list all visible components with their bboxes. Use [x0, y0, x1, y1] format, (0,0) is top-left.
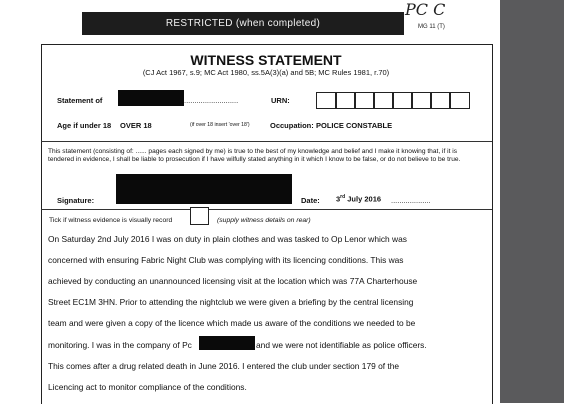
statement-line-1: On Saturday 2nd July 2016 I was on duty in plain clothes and was tasked to Op Lenor which was: [48, 234, 407, 244]
statement-line-2: concerned with ensuring Fabric Night Club was complying with its licencing conditions. This was: [48, 255, 404, 265]
urn-box-2[interactable]: [335, 92, 356, 109]
scanner-background-strip: [500, 0, 564, 403]
date-label: Date:: [301, 196, 320, 205]
tick-label: Tick if witness evidence is visually record: [49, 217, 173, 224]
age-hint: (if over 18 insert 'over 18'): [190, 122, 250, 128]
urn-box-7[interactable]: [430, 92, 451, 109]
statement-line-7: This comes after a drug related death in June 2016. I entered the club under section 179 of the: [48, 361, 400, 371]
date-value: 3rd July 2016: [336, 194, 382, 204]
urn-box-8[interactable]: [449, 92, 470, 109]
redacted-signature: [116, 174, 292, 204]
statement-line-6b: and we were not identifiable as police officers.: [256, 340, 427, 350]
redacted-name: [118, 90, 184, 106]
date-dots: ...................: [391, 196, 431, 205]
redacted-officer-name: [199, 336, 255, 350]
restricted-text: RESTRICTED (when completed): [165, 18, 321, 29]
divider-declaration: [41, 141, 492, 142]
restricted-banner: [82, 12, 404, 35]
form-title: WITNESS STATEMENT: [190, 52, 342, 68]
statement-of-dots: ..........................: [184, 96, 239, 105]
visual-record-checkbox[interactable]: [190, 207, 209, 225]
statement-line-5: team and were given a copy of the licence which made us aware of the conditions we needed to be: [48, 318, 416, 328]
statement-line-6a: monitoring. I was in the company of Pc: [48, 340, 192, 350]
urn-box-3[interactable]: [354, 92, 375, 109]
tick-hint: (supply witness details on rear): [217, 217, 311, 224]
statement-line-8: Licencing act to monitor compliance of the conditions.: [48, 382, 247, 392]
handwritten-note: PC C: [405, 0, 446, 19]
age-value: OVER 18: [120, 121, 152, 130]
urn-box-1[interactable]: [316, 92, 337, 109]
urn-box-6[interactable]: [411, 92, 432, 109]
occupation-value: POLICE CONSTABLE: [316, 121, 393, 130]
urn-box-5[interactable]: [392, 92, 413, 109]
urn-box-4[interactable]: [373, 92, 394, 109]
occupation-label: Occupation:: [270, 121, 314, 130]
age-label: Age if under 18: [57, 121, 112, 130]
form-code: MG 11 (T): [418, 24, 445, 30]
signature-label: Signature:: [57, 196, 95, 205]
urn-label: URN:: [271, 96, 290, 105]
divider-tick: [41, 209, 492, 210]
declaration-text: This statement (consisting of: ...... pages each signed by me) is true to the best of my knowledge and belief and I make it knowing that, if it is tendered in evidence, I shall be liable to prosecution if I have wilfully stated anything in it which I know to be false, or do not believe to be true.: [48, 148, 461, 164]
form-subtitle: (CJ Act 1967, s.9; MC Act 1980, ss.5A(3)(a) and 5B; MC Rules 1981, r.70): [142, 68, 390, 77]
statement-line-4: Street EC1M 3HN. Prior to attending the nightclub we were given a briefing by the central licensing: [48, 297, 414, 307]
statement-line-3: achieved by conducting an unannounced licensing visit at the location which was 77A Charterhouse: [48, 276, 418, 286]
statement-of-label: Statement of: [57, 96, 103, 105]
